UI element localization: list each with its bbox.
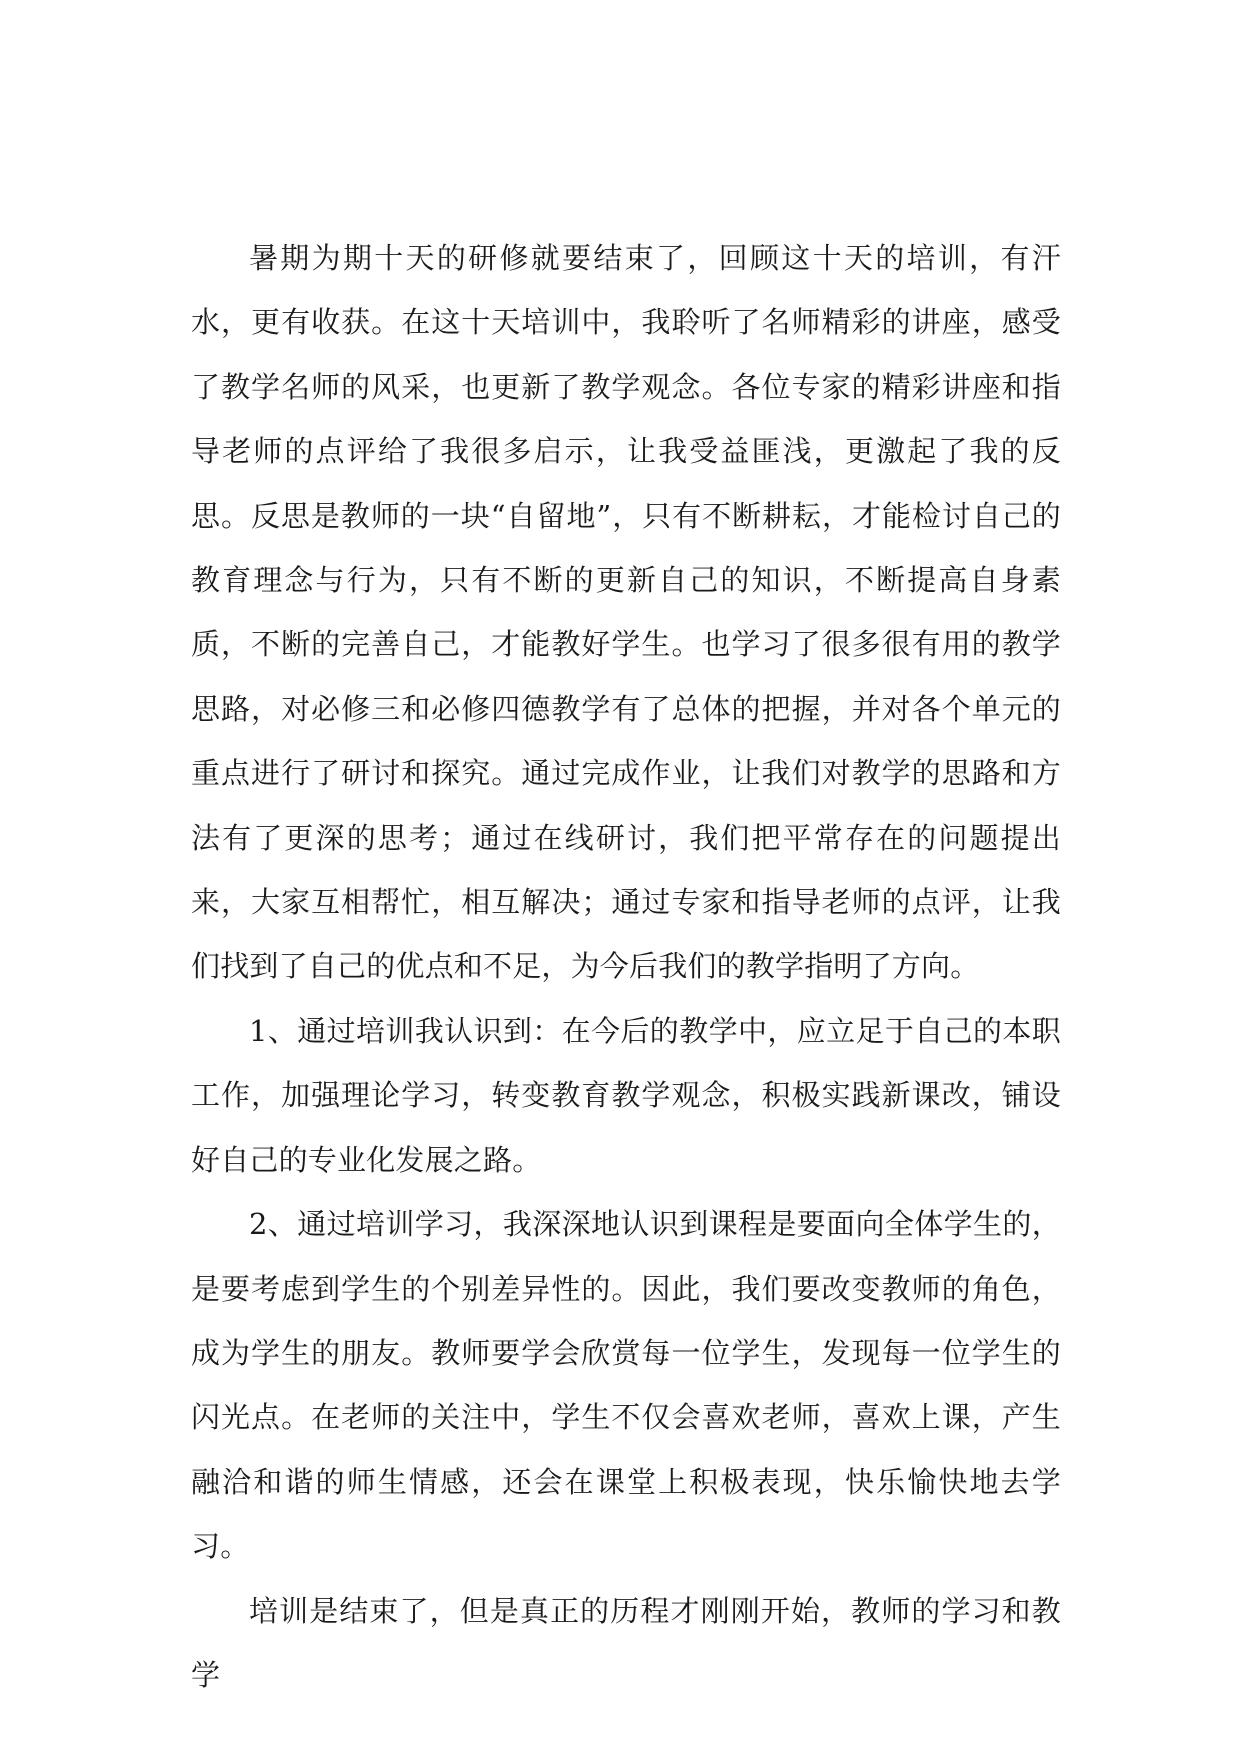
paragraph-summary: 暑期为期十天的研修就要结束了，回顾这十天的培训，有汗水，更有收获。在这十天培训中，我聆听了名师精彩的讲座，感受了教学名师的风采，也更新了教学观念。各位专家的精彩讲座和指导老师的点评给了我很多启示，让我受益匪浅，更激起了我的反思。反思是教师的一块“自留地”，只有不断耕耘，才能检讨自己的教育理念与行为，只有不断的更新自己的知识，不断提高自身素质，不断的完善自己，才能教好学生。也学习了很多很有用的教学思路，对必修三和必修四德教学有了总体的把握，并对各个单元的重点进行了研讨和探究。通过完成作业，让我们对教学的思路和方法有了更深的思考；通过在线研讨，我们把平常存在的问题提出来，大家互相帮忙，相互解决；通过专家和指导老师的点评，让我们找到了自己的优点和不足，为今后我们的教学指明了方向。	[191, 241, 1061, 984]
document-body	[191, 226, 1061, 1707]
paragraph-point-1: 1、通过培训我认识到：在今后的教学中，应立足于自己的本职工作，加强理论学习，转变教育教学观念，积极实践新课改，铺设好自己的专业化发展之路。	[191, 1013, 1061, 1177]
paragraph-conclusion: 培训是结束了，但是真正的历程才刚刚开始，教师的学习和教学	[191, 1593, 1061, 1692]
paragraph-point-2: 2、通过培训学习，我深深地认识到课程是要面向全体学生的，是要考虑到学生的个别差异性的。因此，我们要改变教师的角色，成为学生的朋友。教师要学会欣赏每一位学生，发现每一位学生的闪光点。在老师的关注中，学生不仅会喜欢老师，喜欢上课，产生融洽和谐的师生情感，还会在课堂上积极表现，快乐愉快地去学习。	[191, 1207, 1061, 1564]
